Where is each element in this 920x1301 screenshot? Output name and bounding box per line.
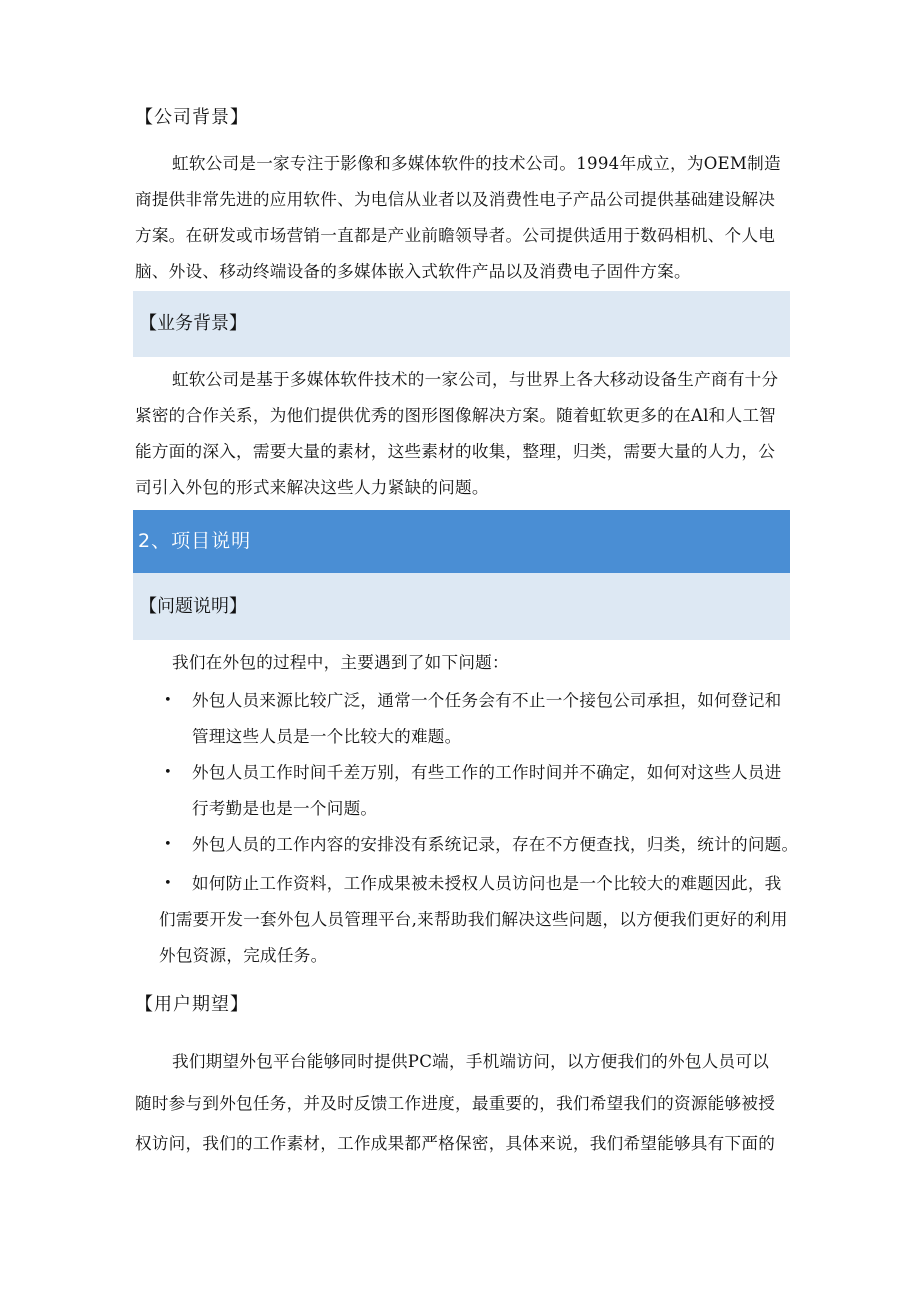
business-paragraph-line-1: 虹软公司是基于多媒体软件技术的一家公司，与世界上各大移动设备生产商有十分 — [172, 370, 779, 389]
problem-item-2-line-2: 行考勤是也是一个问题。 — [192, 799, 378, 818]
business-background-heading: 【业务背景】 — [139, 313, 247, 334]
company-paragraph-line-2: 商提供非常先进的应用软件、为电信从业者以及消费性电子产品公司提供基础建设解决 — [135, 190, 776, 209]
bullet-icon: • — [164, 693, 172, 708]
problem-item-1-line-1: 外包人员来源比较广泛，通常一个任务会有不止一个接包公司承担，如何登记和 — [192, 691, 782, 710]
expectation-paragraph-line-1: 我们期望外包平台能够同时提供PC端，手机端访问，以方便我们的外包人员可以 — [172, 1052, 770, 1071]
problem-item-4-line-1: 如何防止工作资料，工作成果被未授权人员访问也是一个比较大的难题因此，我 — [192, 874, 782, 893]
company-paragraph-line-4: 脑、外设、移动终端设备的多媒体嵌入式软件产品以及消费电子固件方案。 — [135, 262, 691, 281]
bullet-icon: • — [164, 837, 172, 852]
problem-item-3-line-1: 外包人员的工作内容的安排没有系统记录，存在不方便查找，归类，统计的问题。 — [192, 835, 799, 854]
business-background-band — [133, 291, 790, 357]
business-paragraph-line-3: 能方面的深入，需要大量的素材，这些素材的收集，整理，归类，需要大量的人力，公 — [135, 442, 776, 461]
business-paragraph-line-4: 司引入外包的形式来解决这些人力紧缺的问题。 — [135, 478, 489, 497]
problem-item-1-line-2: 管理这些人员是一个比较大的难题。 — [192, 727, 462, 746]
company-paragraph-line-1: 虹软公司是一家专注于影像和多媒体软件的技术公司。1994年成立，为OEM制造 — [172, 154, 781, 173]
problem-item-4-line-3: 外包资源，完成任务。 — [159, 946, 328, 965]
bullet-icon: • — [164, 765, 172, 780]
user-expectation-heading: 【用户期望】 — [135, 994, 249, 1015]
company-background-heading: 【公司背景】 — [135, 107, 249, 128]
section-2-title: 2、项目说明 — [138, 530, 252, 552]
problem-item-4-line-2: 们需要开发一套外包人员管理平台,来帮助我们解决这些问题，以方便我们更好的利用 — [159, 910, 788, 929]
expectation-paragraph-line-3: 权访问，我们的工作素材，工作成果都严格保密，具体来说，我们希望能够具有下面的 — [135, 1134, 776, 1153]
expectation-paragraph-line-2: 随时参与到外包任务，并及时反馈工作进度，最重要的，我们希望我们的资源能够被授 — [135, 1094, 776, 1113]
company-paragraph-line-3: 方案。在研发或市场营销一直都是产业前瞻领导者。公司提供适用于数码相机、个人电 — [135, 226, 776, 245]
bullet-icon: • — [164, 876, 172, 891]
problem-description-heading: 【问题说明】 — [139, 596, 247, 617]
problem-description-band — [133, 573, 790, 640]
section-2-title-band — [133, 510, 790, 573]
problem-intro: 我们在外包的过程中，主要遇到了如下问题： — [172, 653, 509, 672]
business-paragraph-line-2: 紧密的合作关系，为他们提供优秀的图形图像解决方案。随着虹软更多的在Al和人工智 — [135, 406, 777, 425]
problem-item-2-line-1: 外包人员工作时间千差万别，有些工作的工作时间并不确定，如何对这些人员进 — [192, 763, 782, 782]
